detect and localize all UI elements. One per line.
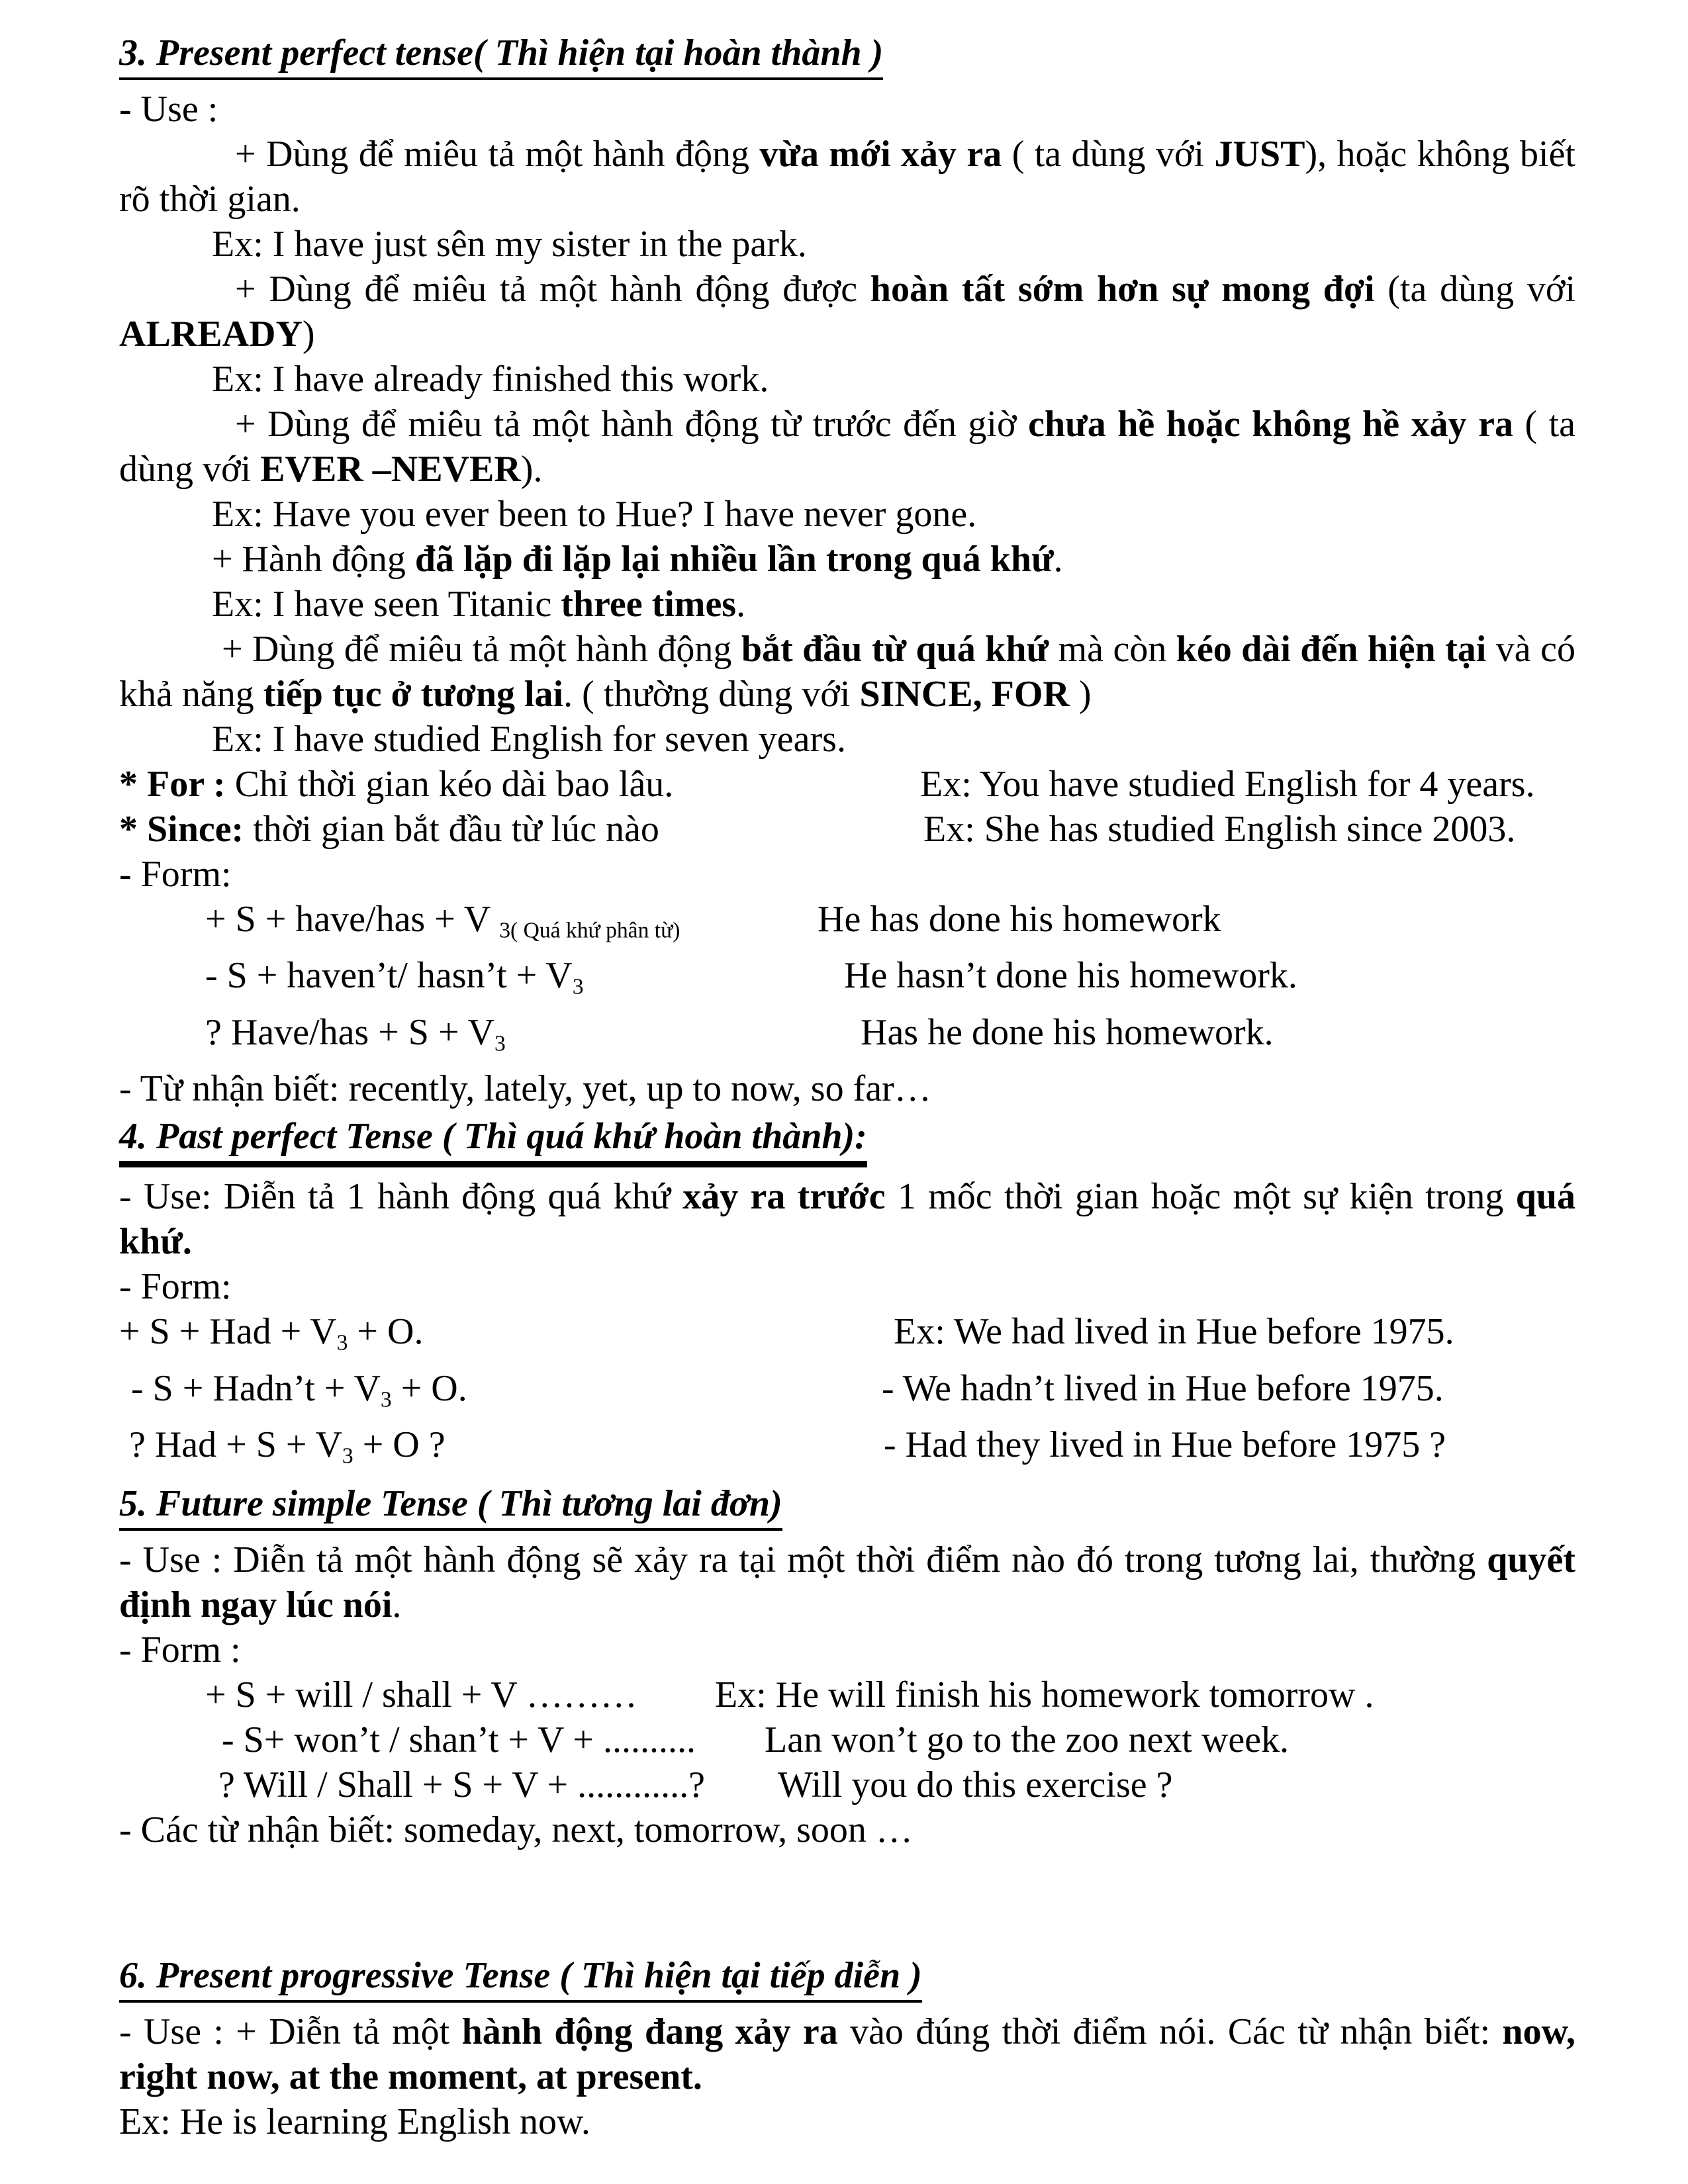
text-segment: He hasn’t done his homework. <box>844 955 1297 997</box>
form-label-3 <box>119 1627 1575 1672</box>
row-right <box>920 762 1535 807</box>
text-segment: + Dùng để miêu tả một hành động từ trước đến giờ <box>235 404 1029 445</box>
text-segment: . ( thường dùng với <box>563 674 860 715</box>
subscript-text: 3 <box>572 974 584 999</box>
text-segment: + S + Had + V <box>119 1311 337 1353</box>
text-segment: vào đúng thời điểm nói. Các từ nhận biết: <box>837 2011 1503 2053</box>
subscript-text: 3( Quá khứ phân từ) <box>499 918 680 943</box>
text-segment: Ex: I have seen Titanic <box>212 584 561 625</box>
past-perfect-use <box>119 1174 1575 1264</box>
text-segment: kéo dài đến hiện tại <box>1176 629 1487 670</box>
text-segment: SINCE, FOR <box>859 674 1070 715</box>
text-segment: three times <box>561 584 737 625</box>
pastp-form-affirmative <box>119 1309 1575 1365</box>
text-segment: + Dùng để miêu tả một hành động được <box>235 269 870 310</box>
text-segment: . <box>736 584 746 625</box>
row-left <box>205 1011 506 1056</box>
text-segment: Ex: He is learning English now. <box>119 2101 590 2143</box>
row-right <box>882 1366 1444 1411</box>
row-left <box>119 1311 424 1355</box>
text-segment: . <box>392 1584 402 1626</box>
future-simple-use <box>119 1537 1575 1627</box>
text-segment: quá khứ. <box>119 1176 1575 1263</box>
pp-form-negative <box>119 953 1575 1009</box>
section-3-heading <box>119 30 1575 80</box>
pp-form-question <box>119 1010 1575 1066</box>
row-right <box>844 953 1297 998</box>
text-segment: + S + will / shall + V ……… <box>205 1674 637 1716</box>
text-segment: Ex: Have you ever been to Hue? I have never gone. <box>212 494 977 535</box>
text-segment: Has he done his homework. <box>861 1011 1274 1053</box>
row-left <box>205 899 680 943</box>
future-form-negative <box>119 1717 1575 1762</box>
document-body <box>119 30 1575 2144</box>
text-segment: Ex: She has studied English since 2003. <box>923 809 1516 850</box>
text-segment: * For : <box>119 764 226 805</box>
text-segment: - Use: Diễn tả 1 hành động quá khứ <box>119 1176 683 1218</box>
row-left <box>218 1764 705 1805</box>
row-left <box>131 1367 467 1412</box>
example-since-for <box>119 717 1575 762</box>
text-segment: ). <box>520 449 543 490</box>
text-segment: đã lặp đi lặp lại nhiều lần trong quá khứ <box>414 539 1054 580</box>
row-left <box>119 764 673 805</box>
row-left <box>222 1719 696 1760</box>
future-form-affirmative <box>119 1672 1575 1717</box>
example-ever-never <box>119 492 1575 537</box>
text-segment: Lan won’t go to the zoo next week. <box>765 1719 1289 1761</box>
example-progressive <box>119 2099 1575 2144</box>
text-segment: - Use : Diễn tả một hành động sẽ xảy ra tại một thời điểm nào đó trong tương lai, thường <box>119 1539 1487 1581</box>
text-segment: - Form: <box>119 1266 232 1308</box>
text-segment: - S + haven’t/ hasn’t + V <box>205 955 573 997</box>
subscript-text: 3 <box>336 1330 348 1355</box>
text-segment: bắt đầu từ quá khứ <box>741 629 1049 670</box>
since-definition-row <box>119 807 1575 852</box>
subscript-text: 3 <box>494 1031 506 1056</box>
text-segment: - Form : <box>119 1629 241 1671</box>
text-segment: Chỉ thời gian kéo dài bao lâu. <box>225 764 674 805</box>
subscript-text: 3 <box>342 1443 353 1469</box>
text-segment: Ex: He will finish his homework tomorrow . <box>715 1674 1374 1716</box>
text-segment: ALREADY <box>119 314 303 355</box>
text-segment: quyết định ngay lúc nói <box>119 1539 1575 1626</box>
present-progressive-use <box>119 2009 1575 2099</box>
future-signal-words <box>119 1807 1575 1852</box>
text-segment: - We hadn’t lived in Hue before 1975. <box>882 1367 1444 1409</box>
text-segment: - S+ won’t / shan’t + V + .......... <box>222 1719 696 1761</box>
text-segment: 4. Past perfect Tense ( Thì quá khứ hoàn thành): <box>119 1116 867 1158</box>
text-segment: Ex: You have studied English for 4 years. <box>920 764 1535 805</box>
section-6-heading <box>119 1953 1575 2003</box>
text-segment: Ex: We had lived in Hue before 1975. <box>894 1311 1454 1353</box>
text-segment: chưa hề hoặc không hề xảy ra <box>1028 404 1513 445</box>
example-repeated <box>119 582 1575 627</box>
use-point-already <box>119 267 1575 357</box>
text-segment: Ex: I have studied English for seven years. <box>212 719 846 760</box>
text-segment: ? Have/has + S + V <box>205 1011 494 1053</box>
text-segment: mà còn <box>1049 629 1176 670</box>
text-segment: - Use : <box>119 89 218 130</box>
text-segment: ) <box>1069 674 1092 715</box>
section-3-heading-text <box>119 30 883 80</box>
text-segment: - Form: <box>119 854 232 895</box>
text-segment: - Use : + Diễn tả một <box>119 2011 462 2053</box>
section-5-heading-text <box>119 1481 782 1531</box>
row-left <box>119 809 659 850</box>
row-right <box>818 897 1221 942</box>
use-point-repeated <box>119 537 1575 582</box>
row-left <box>205 1674 637 1715</box>
row-left <box>205 955 584 999</box>
text-segment: và có khả năng <box>119 629 1575 715</box>
text-segment: + Dùng để miêu tả một hành động <box>235 134 760 175</box>
text-segment: Will you do this exercise ? <box>778 1764 1173 1806</box>
text-segment: ? Will / Shall + S + V + ............? <box>218 1764 705 1806</box>
text-segment: xảy ra trước <box>682 1176 886 1218</box>
text-segment: - Had they lived in Hue before 1975 ? <box>884 1424 1446 1466</box>
text-segment: + O. <box>391 1367 467 1409</box>
text-segment: - Các từ nhận biết: someday, next, tomorrow, soon … <box>119 1809 913 1851</box>
for-definition-row <box>119 762 1575 807</box>
text-segment: - Từ nhận biết: recently, lately, yet, up to now, so far… <box>119 1068 931 1110</box>
section-5-heading <box>119 1481 1575 1531</box>
text-segment: ( ta dùng với <box>1002 134 1215 175</box>
use-label <box>119 87 1575 132</box>
text-segment: hành động đang xảy ra <box>461 2011 838 2053</box>
text-segment: thời gian bắt đầu từ lúc nào <box>244 809 659 850</box>
text-segment: + O. <box>348 1311 424 1353</box>
row-right <box>765 1717 1289 1762</box>
subscript-text: 3 <box>380 1387 392 1412</box>
pp-form-affirmative <box>119 897 1575 953</box>
text-segment: * Since: <box>119 809 244 850</box>
text-segment: vừa mới xảy ra <box>759 134 1002 175</box>
row-right <box>861 1010 1274 1055</box>
row-left <box>129 1424 445 1469</box>
section-gap <box>119 1852 1575 1950</box>
text-segment: ? Had + S + V <box>129 1424 342 1466</box>
form-label-2 <box>119 1264 1575 1309</box>
pp-signal-words <box>119 1066 1575 1111</box>
pastp-form-question <box>119 1422 1575 1479</box>
use-point-since-for <box>119 627 1575 717</box>
text-segment: ) <box>302 314 315 355</box>
text-segment: now, right now, at the moment, at present. <box>119 2011 1576 2098</box>
text-segment: 5. Future simple Tense ( Thì tương lai đơn) <box>119 1483 782 1525</box>
row-right <box>884 1422 1446 1467</box>
example-already <box>119 357 1575 402</box>
row-right <box>715 1672 1374 1717</box>
text-segment: 1 mốc thời gian hoặc một sự kiện trong <box>885 1176 1516 1218</box>
text-segment: ( ta dùng với <box>119 404 1575 490</box>
text-segment: hoàn tất sớm hơn sự mong đợi <box>870 269 1375 310</box>
text-segment: 3. Present perfect tense( Thì hiện tại hoàn thành ) <box>119 32 884 73</box>
text-segment: Ex: I have just sên my sister in the park. <box>212 224 807 265</box>
text-segment: 6. Present progressive Tense ( Thì hiện tại tiếp diễn ) <box>119 1955 922 1997</box>
form-label <box>119 852 1575 897</box>
row-right <box>923 807 1515 852</box>
section-4-heading <box>119 1114 1575 1167</box>
row-right <box>894 1309 1454 1354</box>
text-segment: tiếp tục ở tương lai <box>263 674 564 715</box>
pastp-form-negative <box>119 1366 1575 1422</box>
section-6-heading-text <box>119 1953 922 2003</box>
text-segment: Ex: I have already finished this work. <box>212 359 769 400</box>
text-segment: - S + Hadn’t + V <box>131 1367 381 1409</box>
row-right <box>778 1762 1172 1807</box>
section-4-heading-text <box>119 1114 867 1167</box>
text-segment: + Hành động <box>212 539 415 580</box>
use-point-just <box>119 132 1575 222</box>
text-segment: + O ? <box>353 1424 445 1466</box>
text-segment: + S + have/has + V <box>205 899 500 940</box>
text-segment: . <box>1053 539 1063 580</box>
text-segment: He has done his homework <box>818 899 1221 940</box>
use-point-ever-never <box>119 402 1575 492</box>
text-segment: (ta dùng với <box>1374 269 1576 310</box>
future-form-question <box>119 1762 1575 1807</box>
text-segment: EVER –NEVER <box>260 449 521 490</box>
text-segment: + Dùng để miêu tả một hành động <box>222 629 741 670</box>
text-segment: JUST <box>1214 134 1305 175</box>
example-just <box>119 222 1575 267</box>
text-segment: ), hoặc không biết rõ thời gian. <box>119 134 1575 220</box>
